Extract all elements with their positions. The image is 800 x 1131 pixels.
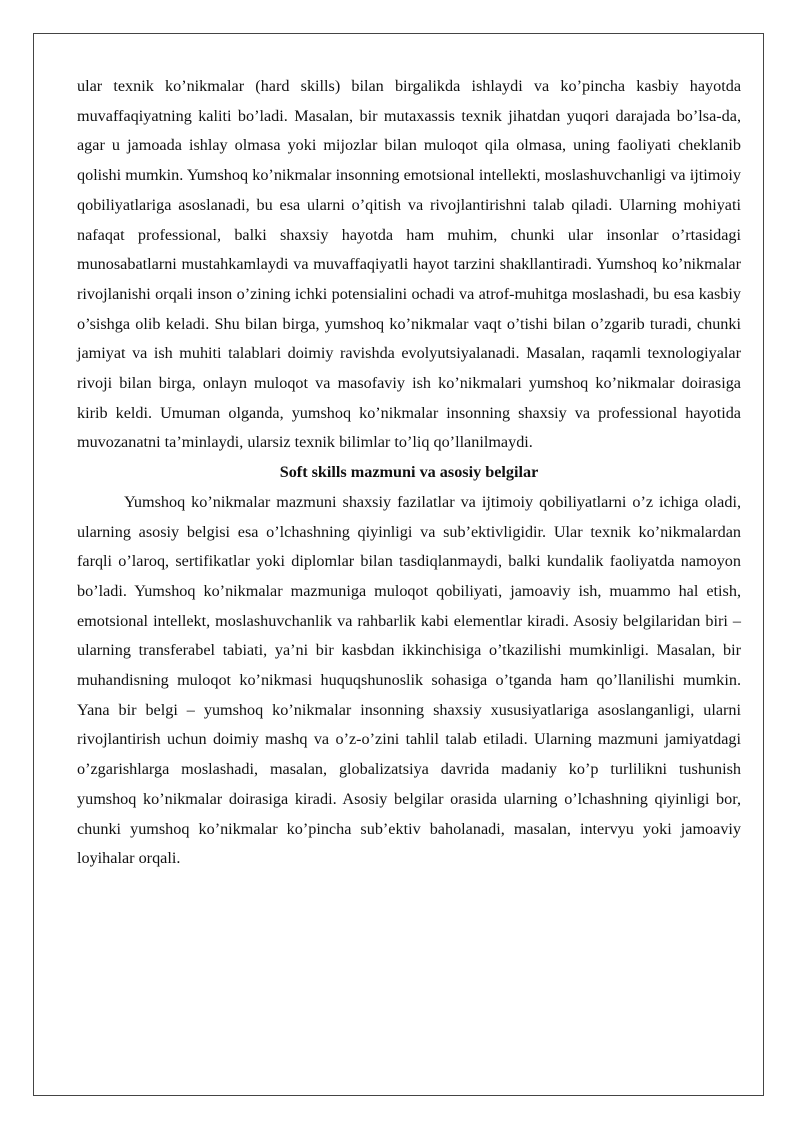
paragraph-soft-skills-content: Yumshoq ko’nikmalar mazmuni shaxsiy fazilatlar va ijtimoiy qobiliyatlarni o’z ichiga oladi, ularning asosiy belgisi esa o’lchashning qiyinligi va sub’ektivligidir. Ular texnik ko’nikmalardan farqli o’laroq, sertifikatlar yoki diplomlar bilan tasdiqlanmaydi, balki kundalik faoliyatda namoyon bo’ladi. Yumshoq ko’nikmalar mazmuniga muloqot qobiliyati, jamoaviy ish, muammo hal etish, emotsional intellekt, moslashuvchanlik va rahbarlik kabi elementlar kiradi. Asosiy belgilaridan biri – ularning transferabel tabiati, ya’ni bir kasbdan ikkinchisiga o’tkazilishi mumkinligi. Masalan, bir muhandisning muloqot ko’nikmasi huquqshunoslik sohasiga o’tganda ham qo’llanilishi mumkin. Yana bir belgi – yumshoq ko’nikmalar insonning shaxsiy xususiyatlariga asoslanganligi, ularni rivojlantirish uchun doimiy mashq va o’z-o’zini tahlil talab etiladi. Ularning mazmuni jamiyatdagi o’zgarishlarga moslashadi, masalan, globalizatsiya davrida madaniy ko’p turlilikni tushunish yumshoq ko’nikmalar doirasiga kiradi. Asosiy belgilar orasida ularning o’lchashning qiyinligi bor, chunki yumshoq ko’nikmalar ko’pincha sub’ektiv baholanadi, masalan, intervyu yoki jamoaviy loyihalar orqali. [77,492,741,868]
document-body [77,72,741,874]
paragraph-continued: ular texnik ko’nikmalar (hard skills) bilan birgalikda ishlaydi va ko’pincha kasbiy hayotda muvaffaqiyatning kaliti bo’ladi. Masalan, bir mutaxassis texnik jihatdan yuqori darajada bo’lsa-da, agar u jamoada ishlay olmasa yoki mijozlar bilan muloqot qila olmasa, uning faoliyati cheklanib qolishi mumkin. Yumshoq ko’nikmalar insonning emotsional intellekti, moslashuvchanligi va ijtimoiy qobiliyatlariga asoslanadi, bu esa ularni o’qitish va rivojlantirishni talab qiladi. Ularning mohiyati nafaqat professional, balki shaxsiy hayotda ham muhim, chunki ular insonlar o’rtasidagi munosabatlarni mustahkamlaydi va muvaffaqiyatli hayot tarzini shakllantiradi. Yumshoq ko’nikmalar rivojlanishi orqali inson o’zining ichki potensialini ochadi va atrof-muhitga moslashadi, bu esa kasbiy o’sishga olib keladi. Shu bilan birga, yumshoq ko’nikmalar vaqt o’tishi bilan o’zgarib turadi, chunki jamiyat va ish muhiti talablari doimiy ravishda evolyutsiyalanadi. Masalan, raqamli texnologiyalar rivoji bilan birga, onlayn muloqot va masofaviy ish ko’nikmalari yumshoq ko’nikmalar doirasiga kirib keldi. Umuman olganda, yumshoq ko’nikmalar insonning shaxsiy va professional hayotida muvozanatni ta’minlaydi, ularsiz texnik bilimlar to’liq qo’llanilmaydi. [77,77,741,452]
section-heading: Soft skills mazmuni va asosiy belgilar [279,463,539,482]
